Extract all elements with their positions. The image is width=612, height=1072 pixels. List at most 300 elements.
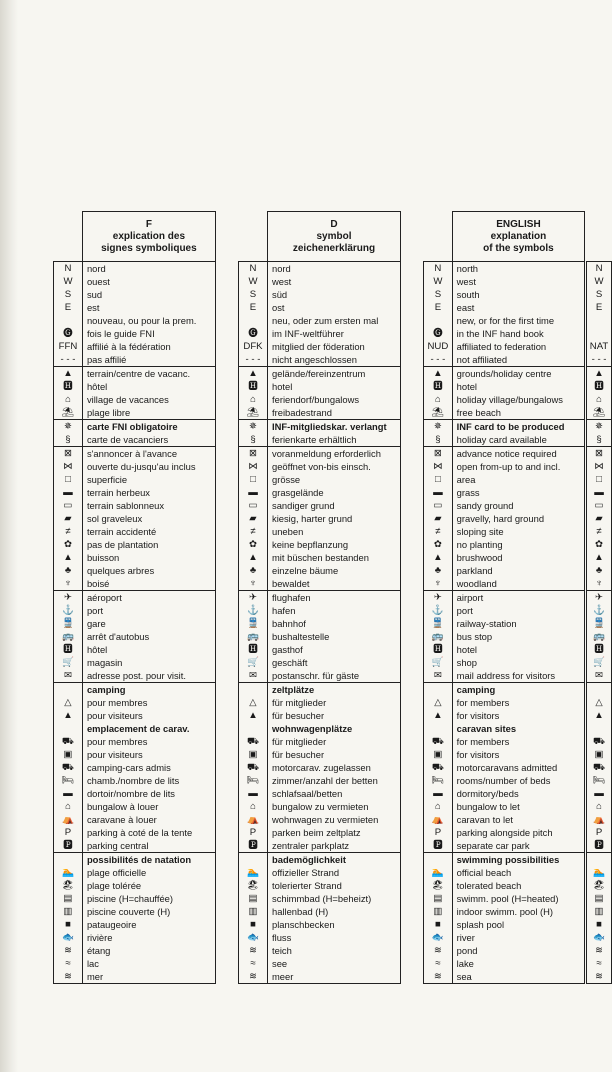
legend-entry: terrain herbeux xyxy=(86,487,150,498)
legend-symbol-icon: ▰ xyxy=(434,513,442,524)
legend-symbol-icon: □ xyxy=(250,474,256,485)
legend-entry: für mitglieder xyxy=(272,697,327,708)
legend-symbol-icon: 🅷 xyxy=(63,644,73,655)
legend-entry: nicht angeschlossen xyxy=(272,354,357,365)
legend-symbol-icon: ⚓ xyxy=(247,605,259,616)
legend-entry: holiday village/bungalows xyxy=(456,394,563,405)
legend-entry: mitglied der föderation xyxy=(272,341,365,352)
legend-symbol-icon: ▰ xyxy=(595,513,603,524)
symbol-column xyxy=(54,447,83,591)
legend-entry: affilié à la fédération xyxy=(86,341,171,352)
legend-entry: im INF-weltführer xyxy=(272,328,344,339)
legend-entry: west xyxy=(456,276,476,287)
text-column-de xyxy=(268,420,401,447)
legend-symbol-icon: P xyxy=(595,827,603,838)
legend-symbol-icon: 🐟 xyxy=(431,932,444,943)
legend-entry: grasgelände xyxy=(272,487,324,498)
legend-symbol-icon: N xyxy=(595,263,603,274)
legend-symbol-icon: - - - xyxy=(245,354,261,365)
legend-symbol-icon: 🛏 xyxy=(431,775,444,786)
legend-entry: camping xyxy=(86,684,126,695)
legend-entry: for members xyxy=(456,736,510,747)
legend-entry: terrain sablonneux xyxy=(86,500,165,511)
legend-entry: einzelne bäume xyxy=(272,565,339,576)
legend-symbol-icon: ≋ xyxy=(595,945,604,956)
legend-symbol-icon: 🅷 xyxy=(594,381,604,392)
legend-symbol-icon: ♣ xyxy=(64,565,72,576)
legend-symbol-icon: ⛟ xyxy=(61,762,74,773)
legend-symbol-icon: 🏖 xyxy=(61,880,75,891)
text-column-de xyxy=(268,447,401,591)
legend-section-6 xyxy=(54,683,612,853)
column-gap xyxy=(401,447,424,591)
legend-entry: hotel xyxy=(456,644,477,655)
legend-entry: grounds/holiday centre xyxy=(456,368,552,379)
legend-symbol-icon: 🚌 xyxy=(431,631,444,642)
legend-symbol-icon: ⛟ xyxy=(246,736,260,747)
text-column-en xyxy=(452,447,585,591)
legend-entry: pour membres xyxy=(86,697,148,708)
legend-symbol-icon xyxy=(54,853,82,866)
legend-symbol-icon: ▲ xyxy=(594,710,604,721)
legend-symbol-icon: ⋈ xyxy=(433,461,443,472)
legend-symbol-icon: ⌂ xyxy=(250,394,256,405)
legend-symbol-icon: ≈ xyxy=(65,958,71,969)
legend-entry: mail address for visitors xyxy=(456,670,556,681)
legend-entry: plage libre xyxy=(86,407,131,418)
legend-entry: bungalow to let xyxy=(456,801,520,812)
legend-entry: mit büschen bestanden xyxy=(272,552,369,563)
legend-entry: parken beim zeltplatz xyxy=(272,827,361,838)
legend-entry: area xyxy=(456,474,476,485)
legend-entry: parkland xyxy=(456,565,493,576)
legend-symbol-icon: ⋈ xyxy=(594,461,604,472)
legend-entry: buisson xyxy=(86,552,120,563)
legend-symbol-icon: ≋ xyxy=(595,971,604,982)
legend-entry: s'annoncer à l'avance xyxy=(86,448,178,459)
column-gap xyxy=(401,683,424,853)
legend-entry: postanschr. für gäste xyxy=(272,670,360,681)
legend-entry: teich xyxy=(272,945,292,956)
legend-entry: ost xyxy=(272,302,285,313)
legend-entry: nouveau, ou pour la prem. xyxy=(86,315,197,326)
legend-symbol-icon xyxy=(239,722,267,735)
legend-entry: advance notice required xyxy=(456,448,557,459)
text-column-en xyxy=(452,420,585,447)
legend-entry: sol graveleux xyxy=(86,513,143,524)
legend-entry: sea xyxy=(456,971,472,982)
legend-symbol-icon: ▭ xyxy=(63,500,73,511)
legend-symbol-icon: ▬ xyxy=(63,487,73,498)
symbol-column xyxy=(424,683,453,853)
legend-symbol-icon: ▥ xyxy=(248,906,258,917)
legend-entry: caravane à louer xyxy=(86,814,157,825)
legend-entry: village de vacances xyxy=(86,394,169,405)
legend-symbol-icon: ⚓ xyxy=(61,605,74,616)
legend-symbol-icon: W xyxy=(248,276,258,287)
legend-symbol-icon: ♆ xyxy=(595,578,603,589)
text-column-en xyxy=(452,591,585,683)
legend-symbol-icon: ✿ xyxy=(63,539,72,550)
symbol-column xyxy=(238,853,267,984)
legend-symbol-icon: ⌂ xyxy=(250,801,256,812)
legend-symbol-icon: ♣ xyxy=(595,565,603,576)
legend-symbol-icon: ⌂ xyxy=(65,801,71,812)
legend-symbol-icon: ≠ xyxy=(435,526,441,537)
legend-section-3 xyxy=(54,420,612,447)
legend-symbol-icon: NUD xyxy=(427,341,449,352)
legend-symbol-icon: ≋ xyxy=(63,945,72,956)
legend-symbol-icon: ⛺ xyxy=(61,814,74,825)
legend-symbol-icon: ▣ xyxy=(248,749,258,760)
legend-symbol-icon: ■ xyxy=(596,919,602,930)
legend-entry: für besucher xyxy=(272,749,325,760)
legend-body xyxy=(54,262,612,984)
legend-entry: affiliated to federation xyxy=(456,341,547,352)
legend-entry: bahnhof xyxy=(272,618,306,629)
legend-entry: nord xyxy=(272,263,291,274)
legend-symbol-icon: ✵ xyxy=(433,421,442,432)
legend-entry: for visitors xyxy=(456,749,500,760)
symbol-column xyxy=(587,683,612,853)
legend-symbol-icon: 🏊 xyxy=(431,867,444,878)
legend-entry: separate car park xyxy=(456,840,530,851)
legend-entry: shop xyxy=(456,657,477,668)
symbol-column xyxy=(54,591,83,683)
legend-symbol-icon: S xyxy=(595,289,603,300)
legend-entry: port xyxy=(456,605,473,616)
legend-entry: étang xyxy=(86,945,111,956)
legend-symbol-icon: ⚓ xyxy=(593,605,606,616)
legend-symbol-icon: ≠ xyxy=(65,526,71,537)
text-column-fr xyxy=(82,853,215,984)
legend-entry: lac xyxy=(86,958,99,969)
legend-symbol-icon xyxy=(54,722,82,735)
legend-entry: uneben xyxy=(272,526,304,537)
legend-symbol-icon: ⛟ xyxy=(246,762,260,773)
symbol-column xyxy=(238,420,267,447)
legend-symbol-icon: ⊠ xyxy=(433,448,442,459)
legend-symbol-icon: 🅷 xyxy=(433,381,443,392)
legend-entry: camping xyxy=(456,684,496,695)
legend-symbol-icon: P xyxy=(434,827,442,838)
legend-symbol-icon: 🅿 xyxy=(594,840,604,851)
legend-symbol-icon: ▭ xyxy=(433,500,443,511)
symbol-column xyxy=(587,853,612,984)
legend-symbol-icon: ▬ xyxy=(248,788,258,799)
legend-symbol-icon: - - - xyxy=(430,354,446,365)
legend-symbol-icon: ⊠ xyxy=(248,448,257,459)
legend-entry: keine bepflanzung xyxy=(272,539,349,550)
legend-symbol-icon: ≋ xyxy=(433,971,442,982)
legend-symbol-icon: ♣ xyxy=(249,565,257,576)
column-gap xyxy=(401,420,424,447)
legend-entry: carte FNI obligatoire xyxy=(86,421,178,432)
legend-symbol-icon: □ xyxy=(435,474,441,485)
legend-symbol-icon: ≋ xyxy=(63,971,72,982)
legend-entry: rooms/number of beds xyxy=(456,775,551,786)
legend-symbol-icon: FFN xyxy=(58,341,78,352)
legend-entry: magasin xyxy=(86,657,123,668)
legend-entry: INF card to be produced xyxy=(456,421,565,432)
legend-entry: plage officielle xyxy=(86,867,147,878)
legend-symbol-icon: ♣ xyxy=(434,565,442,576)
legend-symbol-icon: ⌂ xyxy=(65,394,71,405)
legend-symbol-icon: ▬ xyxy=(433,788,443,799)
legend-entry: schimmbad (H=beheizt) xyxy=(272,893,372,904)
legend-symbol-icon xyxy=(587,683,611,696)
legend-entry: swimm. pool (H=heated) xyxy=(456,893,559,904)
legend-symbol-icon: NAT xyxy=(589,341,609,352)
legend-symbol-icon: 🅿 xyxy=(433,840,443,851)
legend-symbol-icon: ≠ xyxy=(250,526,256,537)
legend-entry: port xyxy=(86,605,104,616)
legend-symbol-icon: ■ xyxy=(65,919,71,930)
legend-symbol-icon: ⛺ xyxy=(247,814,259,825)
legend-symbol-icon: 🅖 xyxy=(63,328,73,339)
legend-symbol-icon: ✉ xyxy=(595,670,604,681)
legend-symbol-icon: 🐟 xyxy=(61,932,74,943)
legend-entry: hotel xyxy=(456,381,477,392)
legend-entry: official beach xyxy=(456,867,512,878)
legend-entry: plage tolérée xyxy=(86,880,142,891)
text-column-de xyxy=(268,262,401,367)
legend-entry: sud xyxy=(86,289,103,300)
legend-symbol-icon: 🛒 xyxy=(431,657,444,668)
legend-entry: no planting xyxy=(456,539,503,550)
text-column-fr xyxy=(82,591,215,683)
symbol-column xyxy=(424,367,453,420)
legend-symbol-icon: 🐟 xyxy=(247,932,259,943)
legend-entry: gravelly, hard ground xyxy=(456,513,545,524)
legend-entry: für mitglieder xyxy=(272,736,327,747)
legend-symbol-icon: 🚌 xyxy=(61,631,74,642)
legend-entry: ferienkarte erhältlich xyxy=(272,434,357,445)
legend-entry: airport xyxy=(456,592,484,603)
legend-symbol-icon: △ xyxy=(64,697,72,708)
legend-entry: south xyxy=(456,289,480,300)
legend-symbol-icon: 🅿 xyxy=(248,840,258,851)
legend-symbol-icon xyxy=(424,722,452,735)
legend-symbol-icon: □ xyxy=(596,474,602,485)
legend-symbol-icon: ▥ xyxy=(594,906,604,917)
legend-symbol-icon: 🅿 xyxy=(63,840,73,851)
symbol-column xyxy=(587,262,612,367)
legend-entry: freibadestrand xyxy=(272,407,332,418)
legend-symbol-icon: 🚆 xyxy=(431,618,444,629)
legend-symbol-icon: 🚆 xyxy=(593,618,606,629)
legend-symbol-icon xyxy=(239,853,267,866)
legend-entry: not affiliated xyxy=(456,354,508,365)
legend-entry: west xyxy=(272,276,292,287)
legend-entry: neu, oder zum ersten mal xyxy=(272,315,379,326)
column-gap xyxy=(215,853,238,984)
legend-symbol-icon: W xyxy=(63,276,73,287)
legend-entry: meer xyxy=(272,971,294,982)
legend-symbol-icon: ⋈ xyxy=(248,461,258,472)
legend-symbol-icon: ▤ xyxy=(594,893,604,904)
book-spine-shadow xyxy=(0,0,18,1072)
legend-symbol-icon: 🅷 xyxy=(594,644,604,655)
symbol-column xyxy=(238,683,267,853)
legend-symbol-icon: 🏖 xyxy=(592,880,606,891)
legend-entry: planschbecken xyxy=(272,919,335,930)
legend-symbol-icon: ⛟ xyxy=(593,736,606,747)
symbol-column xyxy=(424,420,453,447)
legend-entry: sloping site xyxy=(456,526,504,537)
legend-symbol-icon: 🅷 xyxy=(248,644,258,655)
legend-symbol-icon: ▣ xyxy=(594,749,604,760)
legend-symbol-icon: ▣ xyxy=(433,749,443,760)
legend-symbol-icon xyxy=(424,314,452,327)
legend-symbol-icon: ⛟ xyxy=(61,736,74,747)
legend-symbol-icon: P xyxy=(249,827,257,838)
legend-symbol-icon: ▭ xyxy=(594,500,604,511)
legend-symbol-icon: 🚌 xyxy=(593,631,606,642)
text-column-en xyxy=(452,683,585,853)
legend-symbol-icon: § xyxy=(435,434,441,445)
legend-symbol-icon: ▥ xyxy=(433,906,443,917)
legend-symbol-icon: E xyxy=(595,302,603,313)
legend-symbol-icon xyxy=(54,683,82,696)
legend-symbol-icon: 🐟 xyxy=(593,932,606,943)
legend-entry: arrêt d'autobus xyxy=(86,631,150,642)
column-gap xyxy=(215,367,238,420)
legend-symbol-icon: 🏖 xyxy=(246,880,260,891)
legend-symbol-icon xyxy=(587,314,611,327)
legend-symbol-icon: ≋ xyxy=(248,945,257,956)
legend-symbol-icon xyxy=(424,853,452,866)
legend-symbol-icon: ⊠ xyxy=(595,448,604,459)
legend-entry: adresse post. pour visit. xyxy=(86,670,186,681)
legend-entry: superficie xyxy=(86,474,128,485)
legend-symbol-icon: ▲ xyxy=(248,552,258,563)
legend-symbol-icon: ▲ xyxy=(594,552,604,563)
legend-symbol-icon: ⌂ xyxy=(596,394,602,405)
legend-symbol-icon: ⌂ xyxy=(596,801,602,812)
legend-symbol-icon: ▲ xyxy=(433,552,443,563)
legend-symbol-icon: ♆ xyxy=(434,578,442,589)
legend-symbol-icon: ⋈ xyxy=(63,461,73,472)
legend-symbol-icon: ▥ xyxy=(63,906,73,917)
symbol-column xyxy=(54,683,83,853)
legend-symbol-icon: ♆ xyxy=(64,578,72,589)
legend-symbol-icon: ■ xyxy=(435,919,441,930)
legend-entry: pas affilié xyxy=(86,354,127,365)
legend-entry: terrain/centre de vacanc. xyxy=(86,368,191,379)
text-column-fr xyxy=(82,367,215,420)
legend-symbol-icon: ✈ xyxy=(248,592,257,603)
legend-symbol-icon: ■ xyxy=(250,919,256,930)
legend-symbol-icon: 🚆 xyxy=(247,618,259,629)
legend-symbol-icon: S xyxy=(64,289,72,300)
legend-symbol-icon: ✿ xyxy=(595,539,604,550)
legend-symbol-icon: N xyxy=(434,263,442,274)
legend-entry: hotel xyxy=(272,381,293,392)
text-column-de xyxy=(268,367,401,420)
legend-entry: chamb./nombre de lits xyxy=(86,775,180,786)
legend-entry: voranmeldung erforderlich xyxy=(272,448,381,459)
legend-entry: hôtel xyxy=(86,644,108,655)
legend-symbol-icon: ⛟ xyxy=(431,736,444,747)
text-column-en xyxy=(452,853,585,984)
legend-symbol-icon: ✵ xyxy=(595,421,604,432)
legend-entry: schlafsaal/betten xyxy=(272,788,343,799)
legend-entry: parking alongside pitch xyxy=(456,827,553,838)
legend-entry: mer xyxy=(86,971,104,982)
legend-entry: railway-station xyxy=(456,618,517,629)
legend-symbol-icon xyxy=(424,683,452,696)
legend-entry: gasthof xyxy=(272,644,303,655)
legend-entry: see xyxy=(272,958,288,969)
legend-symbol-icon: § xyxy=(65,434,71,445)
legend-symbol-icon: 🛒 xyxy=(61,657,74,668)
text-column-fr xyxy=(82,262,215,367)
legend-symbol-icon: 🅷 xyxy=(248,381,258,392)
header-row xyxy=(54,212,612,262)
legend-symbol-icon: § xyxy=(596,434,602,445)
legend-symbol-icon: ⛱ xyxy=(592,407,606,418)
legend-symbol-icon: △ xyxy=(249,697,257,708)
symbol-column xyxy=(54,262,83,367)
text-column-fr xyxy=(82,683,215,853)
legend-symbol-icon: ▲ xyxy=(63,710,73,721)
symbol-column xyxy=(424,262,453,367)
legend-symbol-icon: ✈ xyxy=(595,592,604,603)
legend-entry: east xyxy=(456,302,475,313)
legend-entry: offizieller Strand xyxy=(272,867,340,878)
legend-symbol-icon: - - - xyxy=(591,354,607,365)
legend-symbol-icon: E xyxy=(249,302,257,313)
legend-entry: woodland xyxy=(456,578,497,589)
legend-symbol-icon: ▤ xyxy=(63,893,73,904)
legend-entry: süd xyxy=(272,289,288,300)
legend-entry: possibilités de natation xyxy=(86,854,192,865)
legend-symbol-icon xyxy=(587,853,611,866)
text-column-de xyxy=(268,853,401,984)
legend-symbol-icon: ✉ xyxy=(63,670,72,681)
column-gap xyxy=(401,853,424,984)
legend-symbol-icon: ✵ xyxy=(248,421,257,432)
legend-symbol-icon: ✈ xyxy=(63,592,72,603)
legend-section-4 xyxy=(54,447,612,591)
legend-symbol-icon: - - - xyxy=(60,354,76,365)
legend-symbol-icon: ▤ xyxy=(248,893,258,904)
legend-entry: piscine (H=chauffée) xyxy=(86,893,174,904)
symbol-column xyxy=(587,420,612,447)
legend-symbol-icon: 🅷 xyxy=(433,644,443,655)
legend-symbol-icon: ✈ xyxy=(433,592,442,603)
legend-entry: piscine couverte (H) xyxy=(86,906,171,917)
column-gap xyxy=(215,420,238,447)
legend-entry: tolerierter Strand xyxy=(272,880,342,891)
legend-symbol-icon: ⛟ xyxy=(593,762,606,773)
symbol-column xyxy=(587,591,612,683)
legend-symbol-icon: ⛱ xyxy=(431,407,444,418)
legend-symbol-icon xyxy=(239,314,267,327)
legend-symbol-icon: ⛺ xyxy=(431,814,444,825)
legend-symbol-icon: 🏊 xyxy=(61,867,74,878)
legend-entry: hallenbad (H) xyxy=(272,906,329,917)
legend-entry: bus stop xyxy=(456,631,493,642)
legend-symbol-icon: ▲ xyxy=(594,368,604,379)
legend-entry: wohnwagen zu vermieten xyxy=(272,814,379,825)
legend-entry: ouest xyxy=(86,276,110,287)
legend-symbol-icon: ≠ xyxy=(596,526,602,537)
text-column-de xyxy=(268,591,401,683)
legend-entry: emplacement de carav. xyxy=(86,723,190,734)
legend-entry: grass xyxy=(456,487,480,498)
